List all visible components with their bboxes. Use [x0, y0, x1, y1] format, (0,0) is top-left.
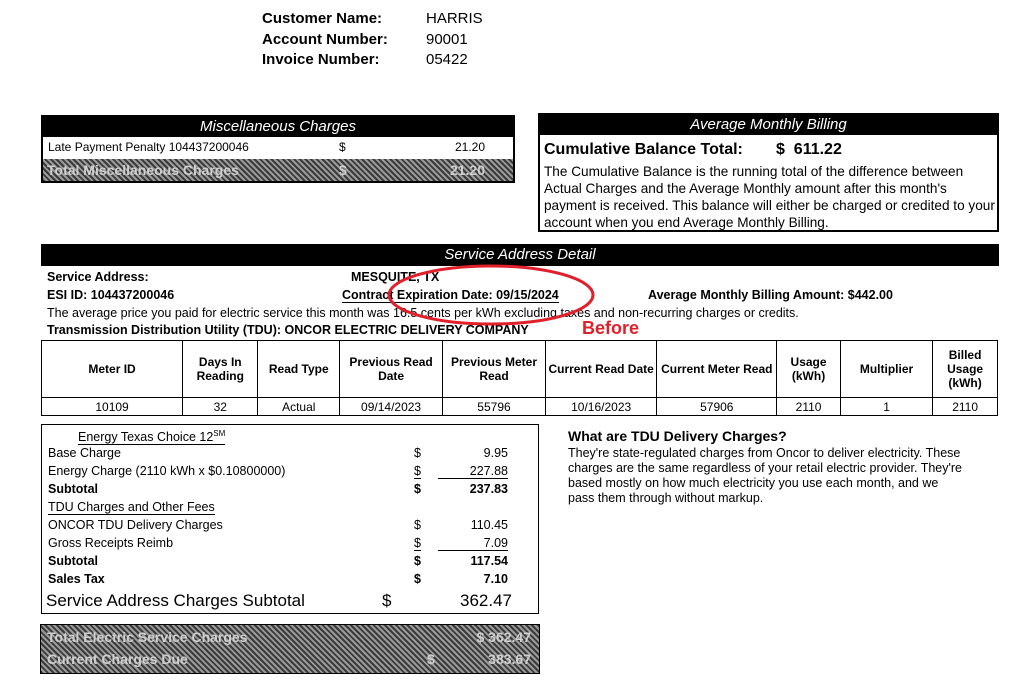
footer-line2-dollar: $	[427, 651, 435, 667]
plan-name	[78, 429, 225, 445]
service-address-label: Service Address:	[47, 270, 149, 284]
cumulative-balance-label: Cumulative Balance Total:	[544, 141, 743, 158]
service-charges-subtotal-dollar: $	[382, 591, 392, 610]
service-city: MESQUITE, TX	[351, 270, 440, 284]
misc-total-row	[43, 159, 513, 181]
charge-dollar-energy: $	[414, 464, 421, 478]
service-charges-subtotal-amount: 362.47	[460, 591, 512, 610]
cell-billed-usage: 2110	[933, 398, 998, 416]
meter-table-header	[42, 341, 998, 398]
charge-label-gross-receipts: Gross Receipts Reimb	[48, 536, 174, 550]
contract-expiration-date: Contract Expiration Date: 09/15/2024	[342, 288, 559, 302]
cell-read-type: Actual	[258, 398, 340, 416]
misc-row-label: Late Payment Penalty 104437200046	[48, 140, 249, 154]
col-multiplier: Multiplier	[840, 341, 932, 398]
charge-amount-sales-tax: 7.10	[483, 572, 508, 586]
cumulative-balance-value: $ 611.22	[776, 141, 842, 158]
meter-table	[41, 340, 998, 416]
charge-amount-oncor: 110.45	[470, 518, 508, 532]
invoice-number-label: Invoice Number:	[262, 51, 380, 68]
col-read-type: Read Type	[258, 341, 340, 398]
col-billed-usage: Billed Usage (kWh)	[933, 341, 998, 398]
customer-name-label: Customer Name:	[262, 10, 383, 27]
plan-name-text: Energy Texas Choice 12	[78, 430, 214, 445]
misc-total-label: Total Miscellaneous Charges	[47, 162, 239, 178]
annotation-ellipse	[389, 266, 593, 324]
service-detail-title: Service Address Detail	[41, 244, 999, 266]
misc-total-dollar: $	[339, 162, 347, 178]
misc-row-dollar: $	[339, 140, 346, 154]
cell-usage: 2110	[777, 398, 841, 416]
footer-line2-amount: 383.67	[488, 651, 531, 667]
col-current-meter-read: Current Meter Read	[657, 341, 777, 398]
charges-box	[41, 424, 539, 614]
charge-label-energy: Energy Charge (2110 kWh x $0.10800000)	[48, 464, 286, 478]
misc-charges-box	[41, 115, 515, 183]
plan-name-sup: SM	[213, 429, 226, 438]
average-price-text: The average price you paid for electric service this month was 16.5 cents per kWh excluding taxes and non-recurring charges or credits.	[47, 306, 799, 320]
col-days-in-reading: Days In Reading	[183, 341, 258, 398]
charge-amount-subtotal-1: 237.83	[469, 482, 508, 496]
customer-name-value: HARRIS	[426, 10, 483, 27]
cell-curr-date: 10/16/2023	[545, 398, 656, 416]
charge-label-subtotal-2: Subtotal	[48, 554, 98, 568]
cell-prev-read: 55796	[443, 398, 546, 416]
esi-id: ESI ID: 104437200046	[47, 288, 175, 302]
annotation-before-label: Before	[582, 318, 640, 338]
service-charges-subtotal-label: Service Address Charges Subtotal	[46, 591, 305, 610]
charge-dollar-subtotal-1: $	[414, 482, 421, 496]
account-number-label: Account Number:	[262, 31, 388, 48]
charge-dollar-gross-receipts: $	[414, 536, 421, 550]
tdu-provider: Transmission Distribution Utility (TDU): ONCOR ELECTRIC DELIVERY COMPANY	[47, 323, 529, 337]
col-meter-id: Meter ID	[42, 341, 183, 398]
charge-dollar-base: $	[414, 446, 421, 460]
col-previous-meter-read: Previous Meter Read	[443, 341, 546, 398]
annotation-circle	[385, 262, 597, 328]
amb-title: Average Monthly Billing	[540, 115, 997, 135]
table-row	[42, 398, 998, 416]
charge-label-base: Base Charge	[48, 446, 121, 460]
charge-amount-gross-receipts: 7.09	[438, 536, 508, 551]
charge-amount-subtotal-2: 117.54	[470, 554, 508, 568]
footer-totals	[40, 624, 540, 674]
charge-amount-base: 9.95	[483, 446, 508, 460]
cell-prev-date: 09/14/2023	[340, 398, 443, 416]
account-number-value: 90001	[426, 31, 468, 48]
amb-amount: Average Monthly Billing Amount: $442.00	[648, 288, 893, 302]
footer-line2-label: Current Charges Due	[47, 651, 188, 667]
footer-line1-label: Total Electric Service Charges	[47, 629, 248, 645]
misc-total-amount: 21.20	[449, 162, 485, 178]
charge-dollar-sales-tax: $	[414, 572, 421, 586]
misc-charges-title: Miscellaneous Charges	[43, 117, 513, 137]
tdu-info-title: What are TDU Delivery Charges?	[568, 428, 787, 444]
amb-box	[538, 113, 999, 232]
col-current-read-date: Current Read Date	[545, 341, 656, 398]
cell-multiplier: 1	[840, 398, 932, 416]
cell-days: 32	[183, 398, 258, 416]
cell-curr-read: 57906	[657, 398, 777, 416]
col-usage: Usage (kWh)	[777, 341, 841, 398]
charge-dollar-subtotal-2: $	[414, 554, 421, 568]
charge-dollar-oncor: $	[414, 518, 421, 532]
col-previous-read-date: Previous Read Date	[340, 341, 443, 398]
charge-label-sales-tax: Sales Tax	[48, 572, 105, 586]
invoice-number-value: 05422	[426, 51, 468, 68]
tdu-section-label: TDU Charges and Other Fees	[48, 500, 215, 514]
cell-meter-id: 10109	[42, 398, 183, 416]
tdu-info	[568, 428, 968, 506]
amb-description: The Cumulative Balance is the running total of the difference between Actual Charges and the Average Monthly amount after this month's payment is received. This balance will either be charged or credited to your account when you end Average Monthly Billing.	[544, 164, 995, 230]
charge-label-oncor: ONCOR TDU Delivery Charges	[48, 518, 223, 532]
charge-amount-energy: 227.88	[438, 464, 508, 479]
tdu-info-body: They're state-regulated charges from Oncor to deliver electricity. These charges are the same regardless of your retail electric provider. They're based mostly on how much electricity you use each month, and we pass them through without markup.	[568, 446, 963, 505]
charge-label-subtotal-1: Subtotal	[48, 482, 98, 496]
footer-line1-amount: $ 362.47	[476, 629, 531, 645]
misc-row-amount: 21.20	[454, 140, 485, 154]
